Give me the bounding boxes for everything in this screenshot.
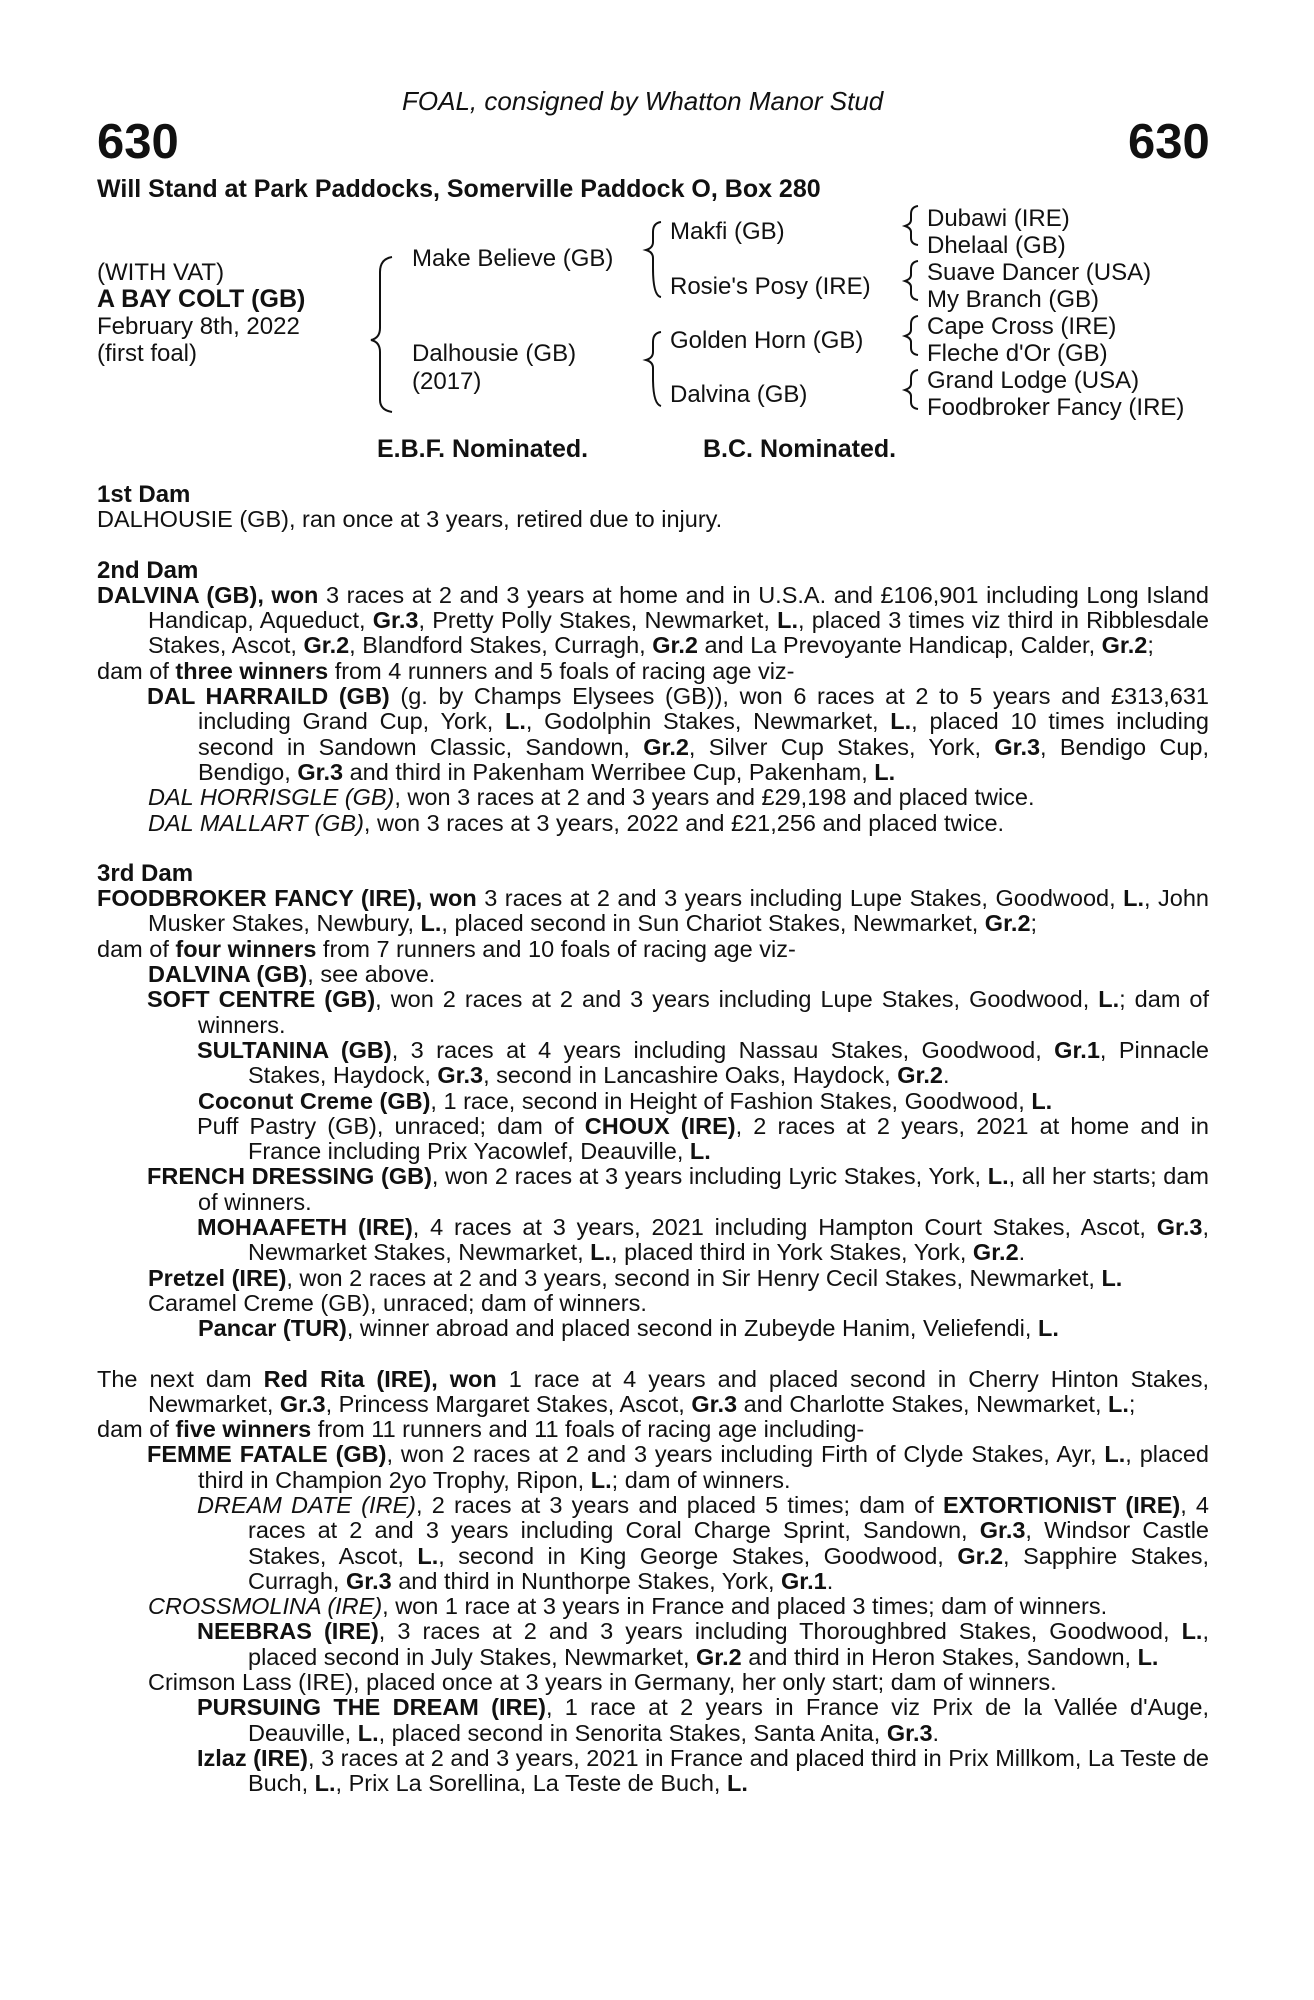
pedigree-dam-dam: Dalvina (GB) <box>670 381 808 408</box>
lot-number-right: 630 <box>1128 115 1210 169</box>
pedigree-sire-sire: Makfi (GB) <box>670 218 785 245</box>
pedigree-gen3-6: Fleche d'Or (GB) <box>927 340 1108 367</box>
pedigree-dam-sire: Golden Horn (GB) <box>670 327 864 354</box>
produce-french-dressing: FRENCH DRESSING (GB), won 2 races at 3 years including Lyric Stakes, York, L., all her starts; dam of winners. <box>147 1163 1209 1215</box>
produce-dal-mallart: DAL MALLART (GB), won 3 races at 3 years, 2022 and £21,256 and placed twice. <box>148 809 1005 836</box>
section-1st-dam: 1st Dam <box>97 481 191 508</box>
produce-mohaafeth: MOHAAFETH (IRE), 4 races at 3 years, 2021 including Hampton Court Stakes, Ascot, Gr.3, Newmarket Stakes, Newmarket, L., placed third in York Stakes, York, Gr.2. <box>197 1214 1209 1266</box>
bc-nomination: B.C. Nominated. <box>703 435 897 463</box>
next-dam-entry: The next dam Red Rita (IRE), won 1 race at 4 years and placed second in Cherry Hinton Stakes, Newmarket, Gr.3, Princess Margaret Stakes, Ascot, Gr.3 and Charlotte Stakes, Newmarket, L.; <box>97 1365 1210 1417</box>
pedigree-dam-year: (2017) <box>412 368 482 395</box>
vat-note: (WITH VAT) <box>97 259 225 286</box>
produce-sultanina: SULTANINA (GB), 3 races at 4 years including Nassau Stakes, Goodwood, Gr.1, Pinnacle Stakes, Haydock, Gr.3, second in Lancashire Oaks, Haydock, Gr.2. <box>197 1036 1210 1089</box>
pedigree-gen3-8: Foodbroker Fancy (IRE) <box>927 394 1185 421</box>
stand-location: Will Stand at Park Paddocks, Somerville Paddock O, Box 280 <box>97 175 821 203</box>
produce-pursuing-the-dream: PURSUING THE DREAM (IRE), 1 race at 2 years in France viz Prix de la Vallée d'Auge, Deauville, L., placed second in Senorita Stakes, Santa Anita, Gr.3. <box>197 1694 1209 1746</box>
pedigree-gen3-5: Cape Cross (IRE) <box>927 313 1117 340</box>
pedigree-sire-dam: Rosie's Posy (IRE) <box>670 273 871 300</box>
pedigree-gen3-1: Dubawi (IRE) <box>927 205 1070 232</box>
produce-dal-harraild: DAL HARRAILD (GB) (g. by Champs Elysees (GB)), won 6 races at 2 to 5 years and £313,631 including Grand Cup, York, L., Godolphin Stakes, Newmarket, L., placed 10 times including second in Sandown Classic, Sandown, Gr.2, Silver Cup Stakes, York, Gr.3, Bendigo Cup, Bendigo, Gr.3 and third in Pakenham Werribee Cup, Pakenham, L. <box>147 683 1209 785</box>
section-2nd-dam: 2nd Dam <box>97 556 199 584</box>
second-dam-produce-summary: dam of three winners from 4 runners and 5 foals of racing age viz- <box>97 657 795 684</box>
pedigree-gen3-2: Dhelaal (GB) <box>927 232 1066 259</box>
pedigree-dam: Dalhousie (GB) <box>412 340 577 367</box>
ebf-nomination: E.B.F. Nominated. <box>377 435 589 463</box>
consignor-line: FOAL, consigned by Whatton Manor Stud <box>402 86 884 116</box>
produce-dalvina: DALVINA (GB), see above. <box>148 961 436 988</box>
produce-neebras: NEEBRAS (IRE), 3 races at 2 and 3 years including Thoroughbred Stakes, Goodwood, L., placed second in July Stakes, Newmarket, Gr.2 and third in Heron Stakes, Sandown, L. <box>197 1618 1209 1670</box>
first-dam-entry: DALHOUSIE (GB), ran once at 3 years, retired due to injury. <box>97 506 723 533</box>
produce-dal-horrisgle: DAL HORRISGLE (GB), won 3 races at 2 and 3 years and £29,198 and placed twice. <box>148 784 1035 811</box>
lot-number-left: 630 <box>97 115 179 169</box>
produce-crossmolina: CROSSMOLINA (IRE), won 1 race at 3 years in France and placed 3 times; dam of winners. <box>148 1593 1108 1620</box>
foaling-date: February 8th, 2022 <box>97 313 300 340</box>
third-dam-entry: FOODBROKER FANCY (IRE), won 3 races at 2 and 3 years including Lupe Stakes, Goodwood, L., John Musker Stakes, Newbury, L., placed second in Sun Chariot Stakes, Newmarket, Gr.2; <box>97 885 1210 937</box>
produce-dream-date: DREAM DATE (IRE), 2 races at 3 years and placed 5 times; dam of EXTORTIONIST (IRE), 4 races at 2 and 3 years including Coral Charge Sprint, Sandown, Gr.3, Windsor Castle Stakes, Ascot, L., second in King George Stakes, Goodwood, Gr.2, Sapphire Stakes, Curragh, Gr.3 and third in Nunthorpe Stakes, York, Gr.1. <box>197 1491 1210 1594</box>
pedigree-gen3-3: Suave Dancer (USA) <box>927 259 1152 286</box>
pedigree-gen3-7: Grand Lodge (USA) <box>927 367 1140 394</box>
produce-crimson-lass: Crimson Lass (IRE), placed once at 3 years in Germany, her only start; dam of winners. <box>148 1669 1057 1696</box>
pedigree-sire: Make Believe (GB) <box>412 245 614 272</box>
produce-soft-centre: SOFT CENTRE (GB), won 2 races at 2 and 3 years including Lupe Stakes, Goodwood, L.; dam of winners. <box>147 986 1209 1038</box>
produce-pancar: Pancar (TUR), winner abroad and placed second in Zubeyde Hanim, Veliefendi, L. <box>198 1315 1059 1342</box>
third-dam-produce-summary: dam of four winners from 7 runners and 10 foals of racing age viz- <box>97 935 796 962</box>
catalogue-body <box>97 482 1209 1797</box>
foal-note: (first foal) <box>97 340 198 367</box>
produce-femme-fatale: FEMME FATALE (GB), won 2 races at 2 and 3 years including Firth of Clyde Stakes, Ayr, L., placed third in Champion 2yo Trophy, Ripon, L.; dam of winners. <box>147 1441 1209 1493</box>
pedigree-gen3-4: My Branch (GB) <box>927 286 1100 313</box>
second-dam-entry: DALVINA (GB), won 3 races at 2 and 3 years at home and in U.S.A. and £106,901 including Long Island Handicap, Aqueduct, Gr.3, Pretty Polly Stakes, Newmarket, L., placed 3 times viz third in Ribblesdale Stakes, Ascot, Gr.2, Blandford Stakes, Curragh, Gr.2 and La Prevoyante Handicap, Calder, Gr.2; <box>97 581 1209 659</box>
next-dam-produce-summary: dam of five winners from 11 runners and 11 foals of racing age including- <box>97 1416 865 1443</box>
horse-name: A BAY COLT (GB) <box>97 285 306 313</box>
produce-puff-pastry: Puff Pastry (GB), unraced; dam of CHOUX (IRE), 2 races at 2 years, 2021 at home and in France including Prix Yacowlef, Deauville, L. <box>197 1112 1209 1165</box>
produce-coconut-creme: Coconut Creme (GB), 1 race, second in Height of Fashion Stakes, Goodwood, L. <box>198 1087 1053 1114</box>
produce-pretzel: Pretzel (IRE), won 2 races at 2 and 3 years, second in Sir Henry Cecil Stakes, Newmarket, L. <box>148 1264 1123 1291</box>
section-3rd-dam: 3rd Dam <box>97 859 194 887</box>
produce-izlaz: Izlaz (IRE), 3 races at 2 and 3 years, 2021 in France and placed third in Prix Millkom, La Teste de Buch, L., Prix La Sorellina, La Teste de Buch, L. <box>197 1744 1210 1797</box>
produce-caramel-creme: Caramel Creme (GB), unraced; dam of winners. <box>148 1289 647 1316</box>
